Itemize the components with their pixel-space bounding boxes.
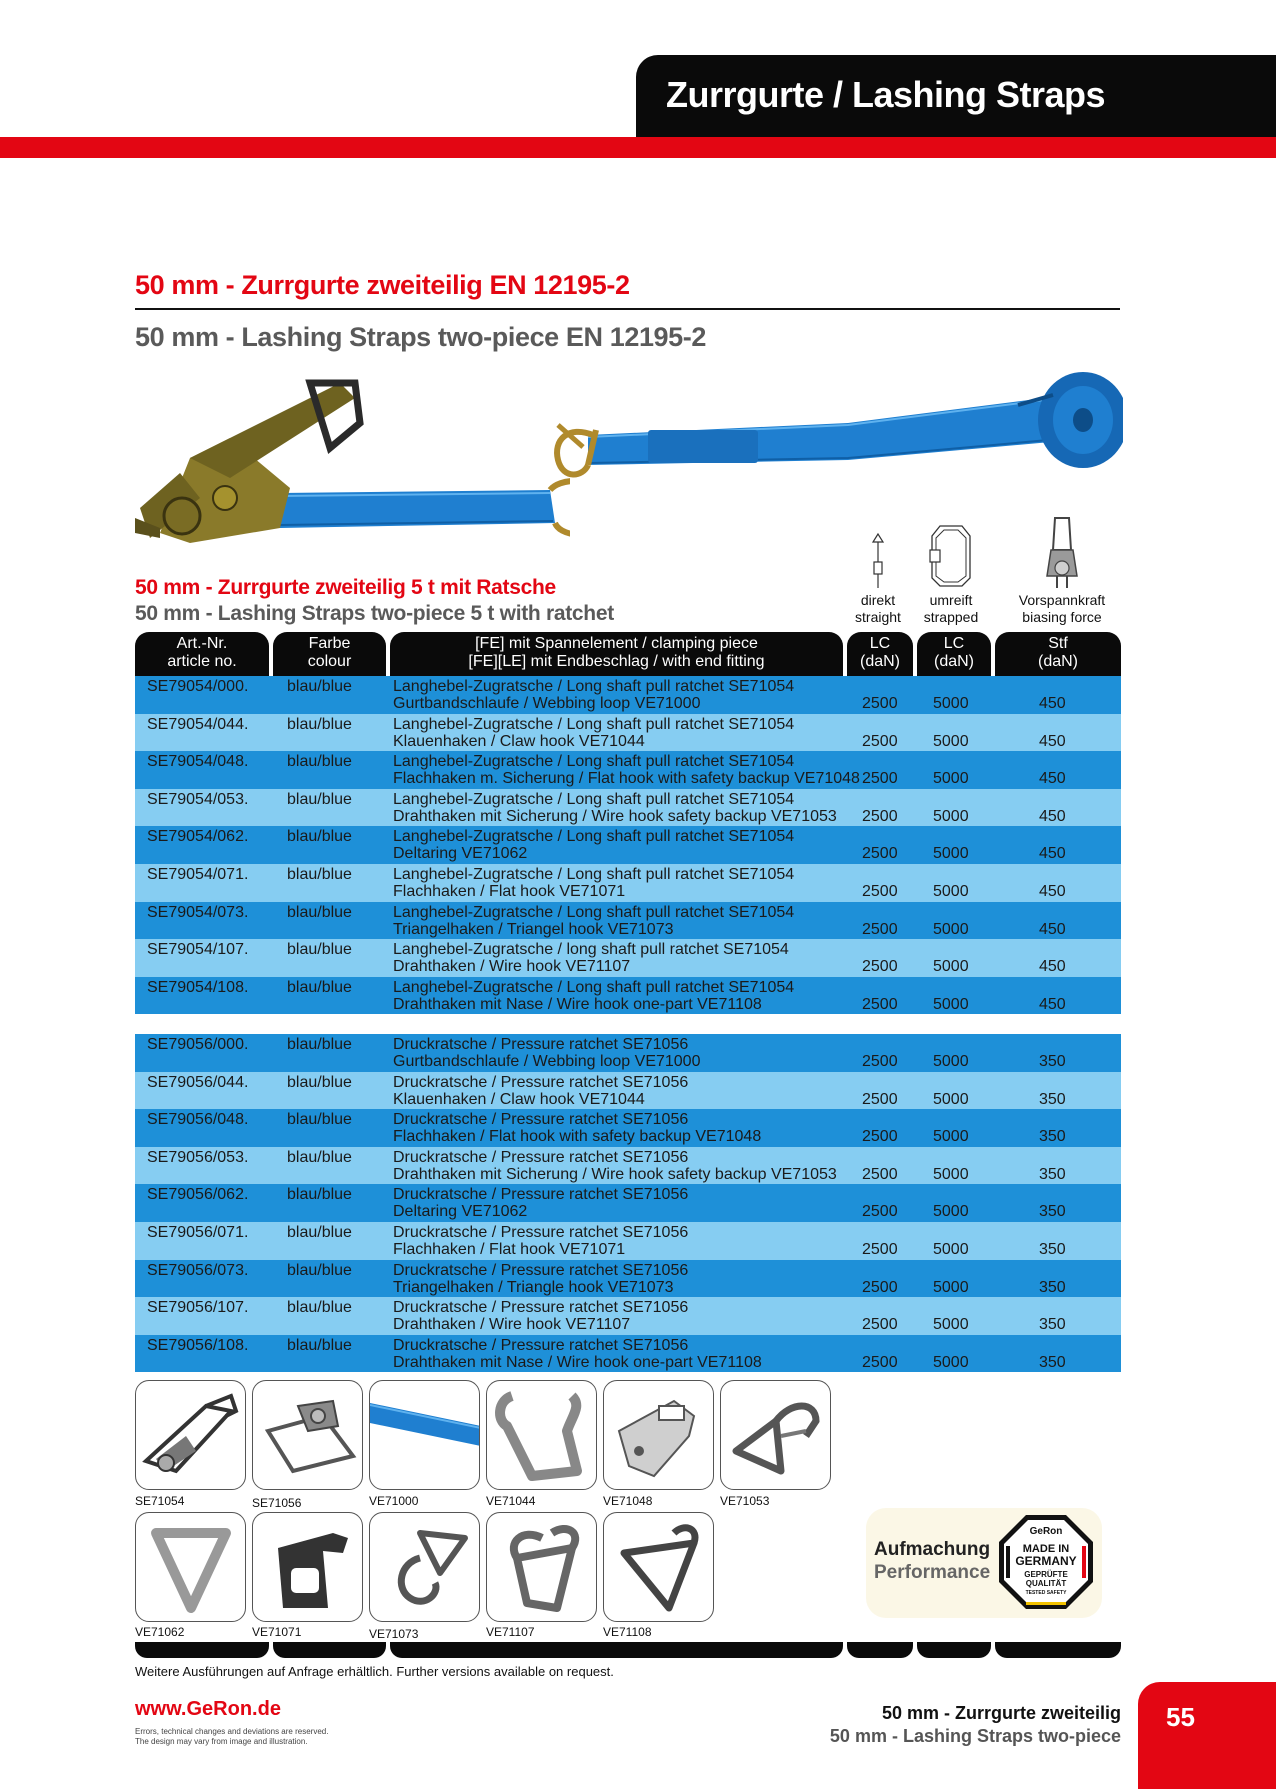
cell-lc-strapped: 5000: [933, 1090, 969, 1108]
part-code-label: SE71056: [252, 1496, 302, 1510]
cell-article: SE79056/108.: [147, 1336, 249, 1354]
cell-lc-straight: 2500: [862, 1128, 898, 1146]
part-code-label: VE71107: [486, 1625, 535, 1639]
cell-end-fitting: Drahthaken / Wire hook VE71107: [393, 958, 631, 976]
table-row: [135, 1335, 1121, 1373]
table-row: [135, 751, 1121, 789]
made-in-germany-seal-icon: [996, 1512, 1096, 1612]
seal-line5: TESTED SAFETY: [1025, 1590, 1067, 1596]
cell-stf: 350: [1039, 1316, 1066, 1334]
part-thumb-ve71071: [252, 1512, 363, 1622]
table-row: [135, 1072, 1121, 1110]
cell-colour: blau/blue: [287, 1186, 352, 1204]
column-header-line1: Stf: [1048, 635, 1068, 652]
part-thumb-ve71048: [603, 1380, 714, 1490]
cell-lc-strapped: 5000: [933, 1353, 969, 1371]
cell-lc-strapped: 5000: [933, 1316, 969, 1334]
cell-colour: blau/blue: [287, 1036, 352, 1053]
part-code-label: VE71108: [603, 1625, 652, 1639]
cell-colour: blau/blue: [287, 978, 352, 996]
part-code-label: VE71044: [486, 1494, 536, 1508]
cell-end-fitting: Klauenhaken / Claw hook VE71044: [393, 1090, 645, 1108]
cell-colour: blau/blue: [287, 1073, 352, 1091]
header-icon-label-de: umreift: [929, 592, 973, 608]
subsection-title-en: 50 mm - Lashing Straps two-piece 5 t with ratchet: [135, 602, 614, 625]
table-footer-bar: [995, 1642, 1121, 1658]
legal-line: The design may vary from image and illustration.: [135, 1737, 308, 1746]
cell-colour: blau/blue: [287, 715, 352, 733]
page-header-title: Zurrgurte / Lashing Straps: [666, 74, 1106, 115]
cell-article: SE79056/107.: [147, 1299, 249, 1317]
part-thumb-se71056: [252, 1380, 363, 1490]
table-row: [135, 1034, 1121, 1072]
table-row: [135, 826, 1121, 864]
cell-end-fitting: Flachhaken / Flat hook VE71071: [393, 882, 626, 900]
legal-disclaimer: [135, 1727, 328, 1747]
column-header-line1: [FE] mit Spannelement / clamping piece: [475, 635, 758, 652]
legal-line: Errors, technical changes and deviations are reserved.: [135, 1727, 329, 1736]
column-header-stf: [995, 632, 1121, 676]
availability-note: Weitere Ausführungen auf Anfrage erhältlich. Further versions available on request.: [135, 1664, 614, 1679]
cell-lc-straight: 2500: [862, 695, 898, 712]
cell-colour: blau/blue: [287, 1111, 352, 1129]
column-header-line1: LC: [869, 635, 891, 652]
part-thumb-se71054: [135, 1380, 246, 1490]
part-code-label: VE71062: [135, 1625, 185, 1639]
cell-clamping-piece: Langhebel-Zugratsche / long shaft pull ratchet SE71054: [393, 941, 789, 959]
cell-end-fitting: Drahthaken / Wire hook VE71107: [393, 1316, 631, 1334]
part-code-label: VE71073: [369, 1627, 419, 1641]
cell-end-fitting: Flachhaken / Flat hook VE71071: [393, 1240, 626, 1258]
cell-lc-straight: 2500: [862, 807, 898, 825]
cell-end-fitting: Drahthaken mit Nase / Wire hook one-part VE71108: [393, 1353, 762, 1371]
table-row: [135, 676, 1121, 714]
cell-colour: blau/blue: [287, 1223, 352, 1241]
cell-end-fitting: Drahthaken mit Sicherung / Wire hook safety backup VE71053: [393, 807, 837, 825]
wire-hook-safety-icon: [721, 1381, 831, 1490]
cell-lc-straight: 2500: [862, 1203, 898, 1221]
cell-end-fitting: Klauenhaken / Claw hook VE71044: [393, 732, 645, 750]
part-thumb-ve71062: [135, 1512, 246, 1622]
flat-hook-safety-icon: [604, 1381, 714, 1490]
column-header-line2: (daN): [933, 653, 974, 670]
cell-stf: 450: [1039, 920, 1066, 938]
cell-lc-strapped: 5000: [933, 770, 969, 788]
table-footer-bar: [135, 1642, 269, 1658]
cell-stf: 350: [1039, 1053, 1066, 1070]
cell-stf: 450: [1039, 732, 1066, 750]
cell-lc-strapped: 5000: [933, 995, 969, 1013]
cell-end-fitting: Deltaring VE71062: [393, 845, 528, 863]
cell-clamping-piece: Druckratsche / Pressure ratchet SE71056: [393, 1336, 689, 1354]
section-title-de: 50 mm - Zurrgurte zweiteilig EN 12195-2: [135, 270, 630, 300]
column-header-article: [135, 632, 269, 676]
cell-article: SE79056/071.: [147, 1223, 249, 1241]
cell-article: SE79054/000.: [147, 678, 249, 695]
strap-roll-photo: [548, 365, 1123, 515]
table-row: [135, 1260, 1121, 1298]
table-row: [135, 789, 1121, 827]
cell-end-fitting: Triangelhaken / Triangle hook VE71073: [393, 1278, 674, 1296]
table-group-long-shaft: [135, 676, 1121, 1014]
title-divider: [135, 308, 1120, 310]
part-code-label: VE71071: [252, 1625, 302, 1639]
cell-clamping-piece: Druckratsche / Pressure ratchet SE71056: [393, 1036, 689, 1053]
table-footer-bar: [917, 1642, 991, 1658]
part-thumb-ve71107: [486, 1512, 597, 1622]
column-header-line1: Art.-Nr.: [176, 635, 228, 652]
cell-article: SE79054/053.: [147, 790, 249, 808]
table-row: [135, 864, 1121, 902]
cell-clamping-piece: Druckratsche / Pressure ratchet SE71056: [393, 1261, 689, 1279]
table-row: [135, 939, 1121, 977]
website-link[interactable]: www.GeRon.de: [135, 1698, 281, 1720]
ratchet-icon: [1037, 510, 1087, 590]
cell-colour: blau/blue: [287, 903, 352, 921]
table-row: [135, 1222, 1121, 1260]
column-header-line2: (daN): [1037, 653, 1078, 670]
cell-end-fitting: Flachhaken / Flat hook with safety backup VE71048: [393, 1128, 762, 1146]
cell-clamping-piece: Langhebel-Zugratsche / Long shaft pull ratchet SE71054: [393, 790, 795, 808]
cell-clamping-piece: Langhebel-Zugratsche / Long shaft pull ratchet SE71054: [393, 828, 795, 846]
header-icon-label-en: strapped: [923, 609, 979, 625]
cell-end-fitting: Gurtbandschlaufe / Webbing loop VE71000: [393, 1053, 701, 1070]
table-row: [135, 1147, 1121, 1185]
part-code-label: VE71053: [720, 1494, 770, 1508]
part-thumb-ve71053: [720, 1380, 831, 1490]
cell-article: SE79056/062.: [147, 1186, 249, 1204]
cell-lc-straight: 2500: [862, 1090, 898, 1108]
cell-lc-straight: 2500: [862, 770, 898, 788]
header-red-bar: [0, 137, 1276, 158]
cell-colour: blau/blue: [287, 753, 352, 771]
cell-lc-straight: 2500: [862, 1353, 898, 1371]
table-footer-bar: [390, 1642, 843, 1658]
cell-lc-strapped: 5000: [933, 732, 969, 750]
cell-lc-strapped: 5000: [933, 695, 969, 712]
cell-lc-straight: 2500: [862, 882, 898, 900]
cell-colour: blau/blue: [287, 790, 352, 808]
cell-clamping-piece: Druckratsche / Pressure ratchet SE71056: [393, 1148, 689, 1166]
part-code-label: VE71048: [603, 1494, 653, 1508]
header-icon-label-en: straight: [855, 609, 901, 625]
cell-stf: 350: [1039, 1203, 1066, 1221]
subsection-title-de: 50 mm - Zurrgurte zweiteilig 5 t mit Ratsche: [135, 576, 556, 599]
cell-clamping-piece: Langhebel-Zugratsche / Long shaft pull ratchet SE71054: [393, 978, 795, 996]
cell-colour: blau/blue: [287, 828, 352, 846]
cell-lc-strapped: 5000: [933, 1165, 969, 1183]
cell-stf: 350: [1039, 1165, 1066, 1183]
column-header-lc-straight: [847, 632, 913, 676]
cell-end-fitting: Gurtbandschlaufe / Webbing loop VE71000: [393, 695, 701, 712]
straight-lashing-icon: [848, 532, 908, 626]
cell-lc-straight: 2500: [862, 1316, 898, 1334]
part-thumb-ve71108: [603, 1512, 714, 1622]
cell-article: SE79054/071.: [147, 865, 249, 883]
cell-lc-straight: 2500: [862, 1240, 898, 1258]
cell-stf: 350: [1039, 1353, 1066, 1371]
seal-line4: QUALITÄT: [1025, 1579, 1067, 1588]
cell-lc-strapped: 5000: [933, 1053, 969, 1070]
performance-label-en: Performance: [874, 1562, 991, 1583]
cell-colour: blau/blue: [287, 678, 352, 695]
cell-lc-straight: 2500: [862, 1278, 898, 1296]
flat-hook-icon: [253, 1513, 363, 1622]
cell-clamping-piece: Druckratsche / Pressure ratchet SE71056: [393, 1186, 689, 1204]
cell-lc-straight: 2500: [862, 995, 898, 1013]
part-thumb-ve71000: [369, 1380, 480, 1490]
cell-lc-strapped: 5000: [933, 845, 969, 863]
seal-line2: GERMANY: [1015, 1554, 1077, 1568]
webbing-loop-icon: [370, 1381, 480, 1490]
footer-title-de: 50 mm - Zurrgurte zweiteilig: [881, 1703, 1121, 1723]
column-header-line1: LC: [943, 635, 965, 652]
cell-article: SE79054/107.: [147, 941, 249, 959]
cell-colour: blau/blue: [287, 1299, 352, 1317]
seal-line3: GEPRÜFTE: [1024, 1570, 1068, 1579]
cell-lc-straight: 2500: [862, 845, 898, 863]
cell-lc-straight: 2500: [862, 958, 898, 976]
cell-end-fitting: Drahthaken mit Nase / Wire hook one-part VE71108: [393, 995, 762, 1013]
header-icon-label-de: Vorspannkraft: [1018, 592, 1106, 608]
cell-stf: 450: [1039, 882, 1066, 900]
table-row: [135, 902, 1121, 940]
seal-line1: MADE IN: [1022, 1543, 1070, 1555]
ratchet-strap-photo: [130, 378, 570, 548]
cell-stf: 450: [1039, 770, 1066, 788]
cell-article: SE79056/048.: [147, 1111, 249, 1129]
cell-end-fitting: Triangelhaken / Triangel hook VE71073: [393, 920, 674, 938]
footer-title-en: 50 mm - Lashing Straps two-piece: [829, 1726, 1121, 1746]
long-shaft-ratchet-icon: [136, 1381, 246, 1490]
cell-clamping-piece: Langhebel-Zugratsche / Long shaft pull ratchet SE71054: [393, 865, 795, 883]
cell-stf: 450: [1039, 807, 1066, 825]
table-row: [135, 714, 1121, 752]
part-thumb-ve71073: [369, 1512, 480, 1622]
column-header-line2: (daN): [859, 653, 900, 670]
biasing-force-icon: [1010, 510, 1114, 626]
cell-lc-strapped: 5000: [933, 807, 969, 825]
delta-ring-icon: [136, 1513, 246, 1622]
table-row: [135, 1184, 1121, 1222]
cell-stf: 350: [1039, 1240, 1066, 1258]
cell-end-fitting: Flachhaken m. Sicherung / Flat hook with safety backup VE71048: [393, 770, 860, 788]
strapped-loop-icon: [928, 522, 974, 590]
cell-article: SE79056/044.: [147, 1073, 249, 1091]
section-title-en: 50 mm - Lashing Straps two-piece EN 12195-2: [135, 322, 706, 352]
cell-clamping-piece: Langhebel-Zugratsche / Long shaft pull ratchet SE71054: [393, 715, 795, 733]
cell-article: SE79056/000.: [147, 1036, 249, 1053]
cell-lc-strapped: 5000: [933, 920, 969, 938]
cell-clamping-piece: Langhebel-Zugratsche / Long shaft pull ratchet SE71054: [393, 903, 795, 921]
cell-lc-strapped: 5000: [933, 882, 969, 900]
table-footer-bar: [273, 1642, 386, 1658]
seal-brand: GeRon: [1029, 1526, 1063, 1537]
cell-clamping-piece: Druckratsche / Pressure ratchet SE71056: [393, 1223, 689, 1241]
cell-end-fitting: Drahthaken mit Sicherung / Wire hook safety backup VE71053: [393, 1165, 837, 1183]
page-number-box: [1138, 1682, 1276, 1789]
cell-stf: 450: [1039, 995, 1066, 1013]
cell-colour: blau/blue: [287, 865, 352, 883]
straight-strap-icon: [868, 532, 888, 590]
cell-lc-strapped: 5000: [933, 1128, 969, 1146]
header-icon-label-en: biasing force: [1022, 609, 1102, 625]
cell-clamping-piece: Langhebel-Zugratsche / Long shaft pull ratchet SE71054: [393, 753, 795, 771]
cell-lc-strapped: 5000: [933, 1278, 969, 1296]
column-header-line2: colour: [307, 653, 352, 670]
part-code-label: VE71000: [369, 1494, 419, 1508]
cell-clamping-piece: Druckratsche / Pressure ratchet SE71056: [393, 1073, 689, 1091]
cell-colour: blau/blue: [287, 941, 352, 959]
strapped-lashing-icon: [918, 522, 984, 626]
performance-label-de: Aufmachung: [874, 1539, 991, 1560]
cell-lc-straight: 2500: [862, 732, 898, 750]
table-footer-bar: [847, 1642, 913, 1658]
cell-lc-straight: 2500: [862, 920, 898, 938]
table-group-pressure-ratchet: [135, 1034, 1121, 1372]
claw-hook-icon: [487, 1381, 597, 1490]
wire-hook-one-part-icon: [604, 1513, 714, 1622]
cell-lc-strapped: 5000: [933, 958, 969, 976]
part-code-label: SE71054: [135, 1494, 185, 1508]
column-header-colour: [273, 632, 386, 676]
cell-article: SE79054/062.: [147, 828, 249, 846]
cell-article: SE79054/044.: [147, 715, 249, 733]
cell-lc-strapped: 5000: [933, 1240, 969, 1258]
cell-article: SE79054/073.: [147, 903, 249, 921]
pressure-ratchet-icon: [253, 1381, 363, 1490]
cell-colour: blau/blue: [287, 1261, 352, 1279]
column-header-line1: Farbe: [308, 635, 351, 652]
cell-colour: blau/blue: [287, 1336, 352, 1354]
cell-lc-straight: 2500: [862, 1053, 898, 1070]
column-header-lc-strapped: [917, 632, 991, 676]
table-row: [135, 1297, 1121, 1335]
cell-colour: blau/blue: [287, 1148, 352, 1166]
triangle-hook-icon: [370, 1513, 480, 1622]
cell-stf: 450: [1039, 958, 1066, 976]
cell-lc-straight: 2500: [862, 1165, 898, 1183]
wire-hook-icon: [487, 1513, 597, 1622]
column-header-description: [390, 632, 843, 676]
cell-article: SE79054/108.: [147, 978, 249, 996]
cell-lc-strapped: 5000: [933, 1203, 969, 1221]
cell-article: SE79054/048.: [147, 753, 249, 771]
cell-stf: 450: [1039, 845, 1066, 863]
cell-stf: 350: [1039, 1128, 1066, 1146]
cell-article: SE79056/053.: [147, 1148, 249, 1166]
cell-stf: 350: [1039, 1278, 1066, 1296]
cell-clamping-piece: Druckratsche / Pressure ratchet SE71056: [393, 1299, 689, 1317]
table-row: [135, 1109, 1121, 1147]
cell-stf: 350: [1039, 1090, 1066, 1108]
cell-stf: 450: [1039, 695, 1066, 712]
cell-clamping-piece: Druckratsche / Pressure ratchet SE71056: [393, 1111, 689, 1129]
cell-end-fitting: Deltaring VE71062: [393, 1203, 528, 1221]
header-icon-label-de: direkt: [860, 592, 896, 608]
cell-article: SE79056/073.: [147, 1261, 249, 1279]
part-thumb-ve71044: [486, 1380, 597, 1490]
page-number: 55: [1166, 1702, 1195, 1732]
column-header-line2: article no.: [167, 653, 237, 670]
cell-clamping-piece: Langhebel-Zugratsche / Long shaft pull ratchet SE71054: [393, 678, 795, 695]
table-row: [135, 977, 1121, 1015]
column-header-line2: [FE][LE] mit Endbeschlag / with end fitting: [468, 653, 765, 670]
